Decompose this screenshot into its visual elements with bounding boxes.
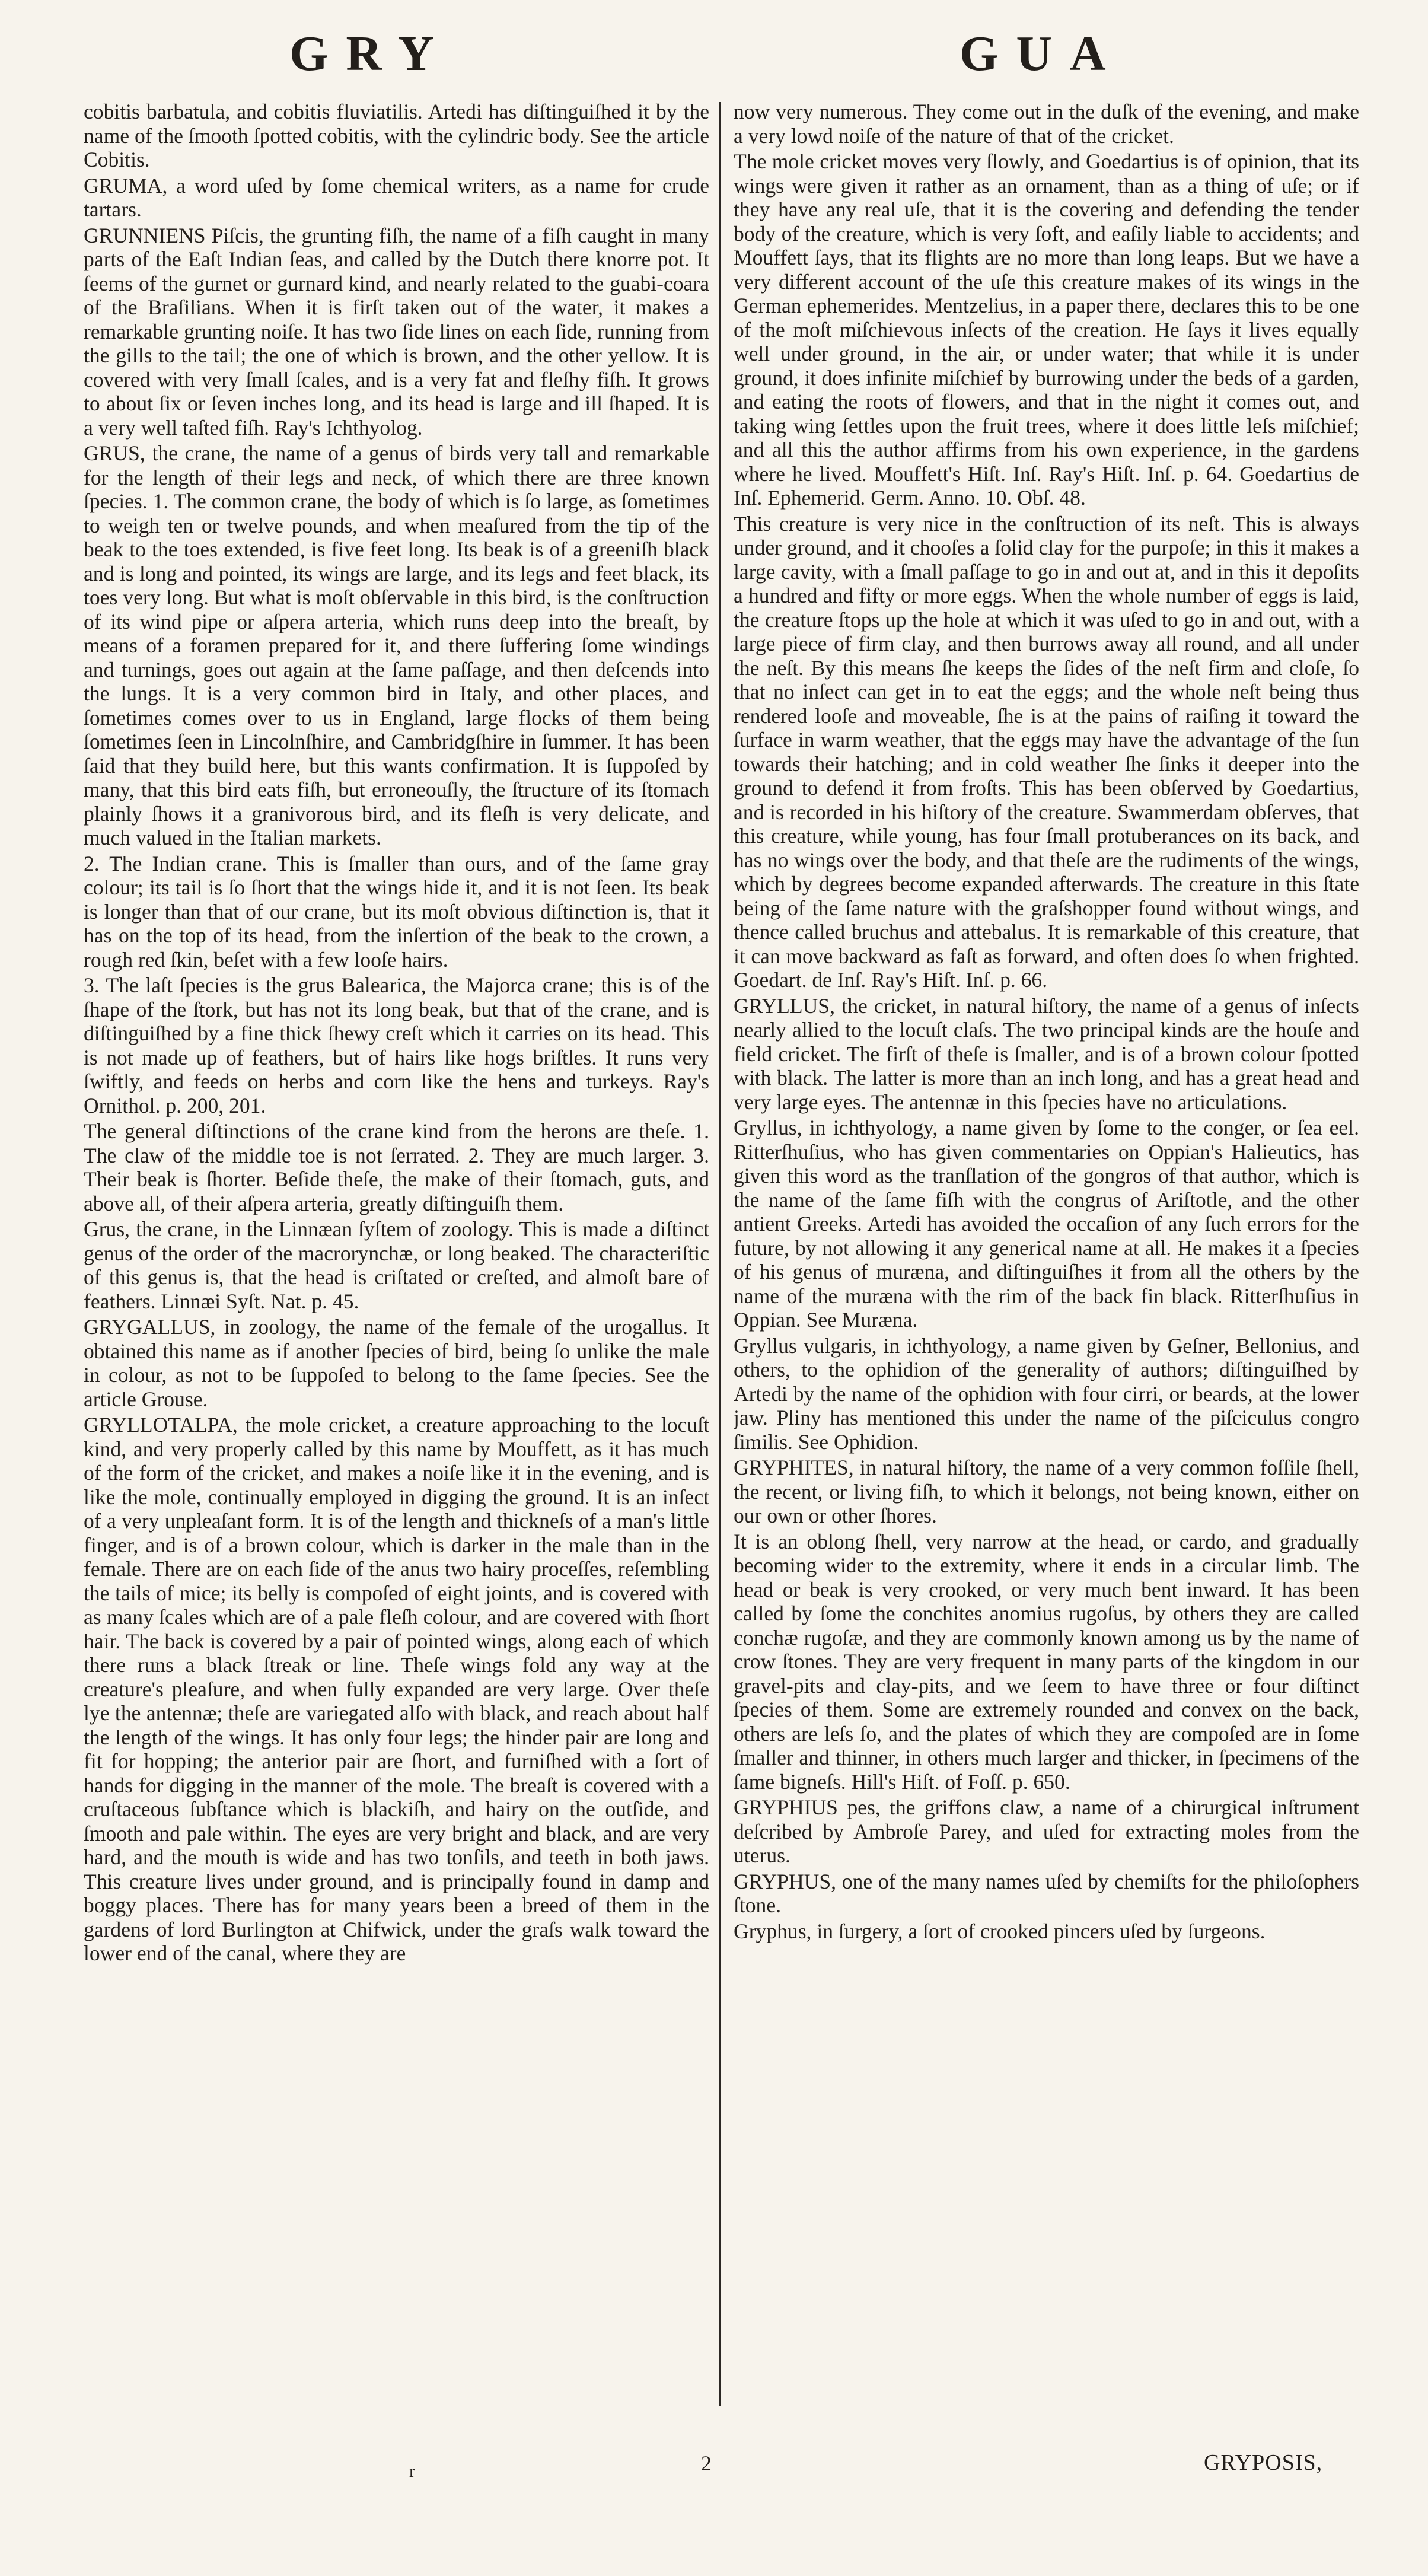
column-divider	[719, 102, 721, 2406]
left-column	[84, 100, 709, 2419]
entry-grus-linnaean: Grus, the crane, in the Linnæan ſyſtem of zoology. This is made a diſtinct genus of the order of the macrorynchæ, or long beaked. The characteriſtic of this genus is, that the head is criſtated or creſted, and almoſt bare of feathers. Linnæi Syſt. Nat. p. 45.	[84, 1217, 709, 1313]
entry-indian-crane: 2. The Indian crane. This is ſmaller than ours, and of the ſame gray colour; its tail is ſo ſhort that the wings hide it, and it is not ſeen. Its beak is longer than that of our crane, but its moſt obvious diſtinction is, that it has on the top of its head, from the inſertion of the beak to the crown, a rough red ſkin, beſet with a few looſe hairs.	[84, 851, 709, 972]
entry-gryllus: GRYLLUS, the cricket, in natural hiſtory, the name of a genus of inſects nearly allied to the locuſt claſs. The two principal kinds are the houſe and field cricket. The firſt of theſe is ſmaller, and is of a brown colour ſpotted with black. The latter is more than an inch long, and has a great head and very large eyes. The antennæ in this ſpecies have no articulations.	[734, 994, 1359, 1114]
entry-grygallus: GRYGALLUS, in zoology, the name of the female of the urogallus. It obtained this name as if another ſpecies of bird, being ſo unlike the male in colour, as not to be ſuppoſed to belong to the ſame ſpecies. See the article Grouse.	[84, 1315, 709, 1411]
page-number: 2	[701, 2451, 712, 2475]
running-head-right: GUA	[960, 26, 1124, 81]
catchword: GRYPOSIS,	[1204, 2450, 1323, 2475]
right-column	[734, 100, 1359, 2419]
running-head-left: GRY	[289, 26, 452, 81]
entry-gryllotalpa: GRYLLOTALPA, the mole cricket, a creature approaching to the locuſt kind, and very properly called by this name by Mouffett, as it has much of the form of the cricket, and makes a noiſe like it in the evening, and is like the mole, continually employed in digging the ground. It is an inſect of a very unpleaſant form. It is of the length and thickneſs of a man's little finger, and is of a brown colour, which is darker in the male than in the female. There are on each ſide of the anus two hairy proceſſes, reſembling the tails of mice; its belly is compoſed of eight joints, and is covered with as many ſcales which are of a pale fleſh colour, and are covered with ſhort hair. The back is covered by a pair of pointed wings, along each of which there runs a black ſtreak or line. Theſe wings fold any way at the creature's pleaſure, and when fully expanded are very large. Over theſe lye the antennæ; theſe are variegated alſo with black, and reach about half the length of the wings. It has only four legs; the hinder pair are long and fit for hopping; the anterior pair are ſhort, and furniſhed with a ſort of hands for digging in the manner of the mole. The breaſt is covered with a cruſtaceous ſubſtance which is blackiſh, and hairy on the outſide, and ſmooth and pale within. The eyes are very bright and black, and are very hard, and the mouth is wide and has two tonſils, and teeth in both jaws. This creature lives under ground, and is principally found in damp and boggy places. There has for many years been a breed of them in the gardens of lord Burlington at Chifwick, under the graſs walk toward the lower end of the canal, where they are	[84, 1413, 709, 1965]
entry-nest: This creature is very nice in the conſtruction of its neſt. This is always under ground, and it chooſes a ſolid clay for the purpoſe; in this it makes a large cavity, with a ſmall paſſage to go in and out at, and in this it depoſits a hundred and fifty or more eggs. When the whole number of eggs is laid, the creature ſtops up the hole at which it was uſed to go in and out, with a large piece of firm clay, and then burrows away all round, and all under the neſt. By this means ſhe keeps the ſides of the neſt firm and cloſe, ſo that no inſect can get in to eat the eggs; and the whole neſt being thus rendered looſe and moveable, ſhe is at the pains of raiſing it toward the ſurface in warm weather, that the eggs may have the advantage of the ſun towards their hatching; and in cold weather ſhe ſinks it deeper into the ground to defend it from froſts. This has been obſerved by Goedartius, and is recorded in his hiſtory of the creature. Swammerdam obſerves, that this creature, while young, has four ſmall protuberances on its back, and has no wings over the body, and that theſe are the rudiments of the wings, which by degrees become expanded afterwards. The creature in this ſtate being of the ſame nature with the graſshopper found without wings, and thence called bruchus and attebalus. It is remarkable of this creature, that it can move backward as faſt as forward, and often does ſo when frighted. Goedart. de Inſ. Ray's Hiſt. Inſ. p. 66.	[734, 511, 1359, 992]
entry-gryphites-desc: It is an oblong ſhell, very narrow at the head, or cardo, and gradually becoming wider to the extremity, where it ends in a circular limb. The head or beak is very crooked, or very much bent inward. It has been called by ſome the conchites anomius rugoſus, by others they are called conchæ rugoſæ, and they are commonly known among us by the name of crow ſtones. They are very frequent in many parts of the kingdom in our gravel-pits and clay-pits, and we ſeem to have three or four diſtinct ſpecies of them. Some are extremely rounded and convex on the back, others are leſs ſo, and the plates of which they are compoſed are in ſome ſmaller and thinner, in others much larger and thicker, in ſpecimens of the ſame bigneſs. Hill's Hiſt. of Foſſ. p. 650.	[734, 1529, 1359, 1794]
entry-gryphius: GRYPHIUS pes, the griffons claw, a name of a chirurgical inſtrument deſcribed by Ambroſe Parey, and uſed for extracting moles from the uterus.	[734, 1795, 1359, 1867]
entry-majorca-crane: 3. The laſt ſpecies is the grus Balearica, the Majorca crane; this is of the ſhape of the ſtork, but has not its long beak, but that of the crane, and is diſtinguiſhed by a fine thick ſhewy creſt which it carries on its head. This is not made up of feathers, but of hairs like hogs briſtles. It runs very ſwiftly, and feeds on herbs and corn like the hens and turkeys. Ray's Ornithol. p. 200, 201.	[84, 973, 709, 1117]
entry-gryphites: GRYPHITES, in natural hiſtory, the name of a very common foſſile ſhell, the recent, or living fiſh, to which it belongs, not being known, either on our own or other ſhores.	[734, 1456, 1359, 1527]
entry-gryphus-surgery: Gryphus, in ſurgery, a ſort of crooked pincers uſed by ſurgeons.	[734, 1919, 1266, 1943]
entry-gruma: GRUMA, a word uſed by ſome chemical writers, as a name for crude tartars.	[84, 173, 709, 221]
entry-gryphus: GRYPHUS, one of the many names uſed by chemiſts for the philoſophers ſtone.	[734, 1869, 1359, 1917]
entry-cobitis: cobitis barbatula, and cobitis fluviatilis. Artedi has diſtinguiſhed it by the name of the ſmooth ſpotted cobitis, with the cylindric body. See the article Cobitis.	[84, 100, 709, 171]
entry-grus: GRUS, the crane, the name of a genus of birds very tall and remarkable for the length of their legs and neck, of which there are three known ſpecies. 1. The common crane, the body of which is ſo large, as ſometimes to weigh ten or twelve pounds, and when meaſured from the tip of the beak to the toes extended, is five feet long. Its beak is of a greeniſh black and is long and pointed, its wings are large, and its legs and feet black, its toes very long. But what is moſt obſervable in this bird, is the conſtruction of its wind pipe or aſpera arteria, which runs deep into the breaſt, by means of a foramen prepared for it, and there ſuffering ſome windings and turnings, goes out again at the ſame paſſage, and then deſcends into the lungs. It is a very common bird in Italy, and other places, and ſometimes comes over to us in England, large flocks of them being ſometimes ſeen in Lincolnſhire, and Cambridgſhire in ſummer. It has been ſaid that they build here, but this wants confirmation. It is ſuppoſed by many, that this bird eats fiſh, but erroneouſly, the ſtructure of its ſtomach plainly ſhows it a granivorous bird, and its fleſh is very delicate, and much valued in the Italian markets.	[84, 441, 709, 849]
entry-gryllus-ichthyology: Gryllus, in ichthyology, a name given by ſome to the conger, or ſea eel. Ritterſhuſius, who has given commentaries on Oppian's Halieutics, has given this word as the tranſlation of the gongros of that author, which is the name of the ſame fiſh with the congrus of Ariſtotle, and the other antient Greeks. Artedi has avoided the occaſion of any ſuch errors for the future, by not allowing it any generical name at all. He makes it a ſpecies of his genus of muræna, and diſtinguiſhes it from all the others by the name of the muræna with the rim of the back fin black. Ritterſhuſius in Oppian. See Muræna.	[734, 1116, 1359, 1332]
entry-gryllotalpa-cont: now very numerous. They come out in the duſk of the evening, and make a very lowd noiſe of the nature of that of the cricket.	[734, 100, 1359, 148]
entry-grunniens: GRUNNIENS Piſcis, the grunting fiſh, the name of a fiſh caught in many parts of the Eaſt Indian ſeas, and called by the Dutch there knorre pot. It ſeems of the gurnet or gurnard kind, and nearly related to the guabi-coara of the Braſilians. When it is firſt taken out of the water, it makes a remarkable grunting noiſe. It has two ſide lines on each ſide, running from the gills to the tail; the one of which is brown, and the other yellow. It is covered with very ſmall ſcales, and is a very fat and fleſhy fiſh. It grows to about ſix or ſeven inches long, and its head is large and ill ſhaped. It is a very well taſted fiſh. Ray's Ichthyolog.	[84, 223, 709, 440]
entry-mole-cricket: The mole cricket moves very ſlowly, and Goedartius is of opinion, that its wings were given it rather as an ornament, than as a thing of uſe; or if they have any real uſe, that it is the covering and defending the tender body of the creature, which is very ſoft, and eaſily liable to accidents; and Mouffett ſays, that its flights are no more than long leaps. But we have a very different account of the uſe this creature makes of its wings in the German ephemerides. Mentzelius, in a paper there, declares this to be one of the moſt miſchievous inſects of the creation. He ſays it lives equally well under ground, in the air, or under water; that while it is under ground, it does infinite miſchief by burrowing under the beds of a garden, and eating the roots of flowers, and that in the night it comes out, and taking wing ſettles upon the fruit trees, where it does little leſs miſchief; and all this the author affirms from his own experience, in the gardens where he lived. Mouffett's Hiſt. Inſ. Ray's Hiſt. Inſ. p. 64. Goedartius de Inſ. Ephemerid. Germ. Anno. 10. Obſ. 48.	[734, 149, 1359, 510]
entry-crane-distinctions: The general diſtinctions of the crane kind from the herons are theſe. 1. The claw of the middle toe is not ſerrated. 2. They are much larger. 3. Their beak is ſhorter. Beſide theſe, the make of their ſtomach, guts, and above all, of their aſpera arteria, greatly diſtinguiſh them.	[84, 1119, 709, 1215]
entry-gryllus-vulgaris: Gryllus vulgaris, in ichthyology, a name given by Geſner, Bellonius, and others, to the ophidion of the generality of authors; diſtinguiſhed by Artedi by the name of the ophidion with four cirri, or beards, at the lower jaw. Pliny has mentioned this under the name of the piſciculus congro ſimilis. See Ophidion.	[734, 1333, 1359, 1454]
signature-mark: r	[409, 2462, 415, 2481]
